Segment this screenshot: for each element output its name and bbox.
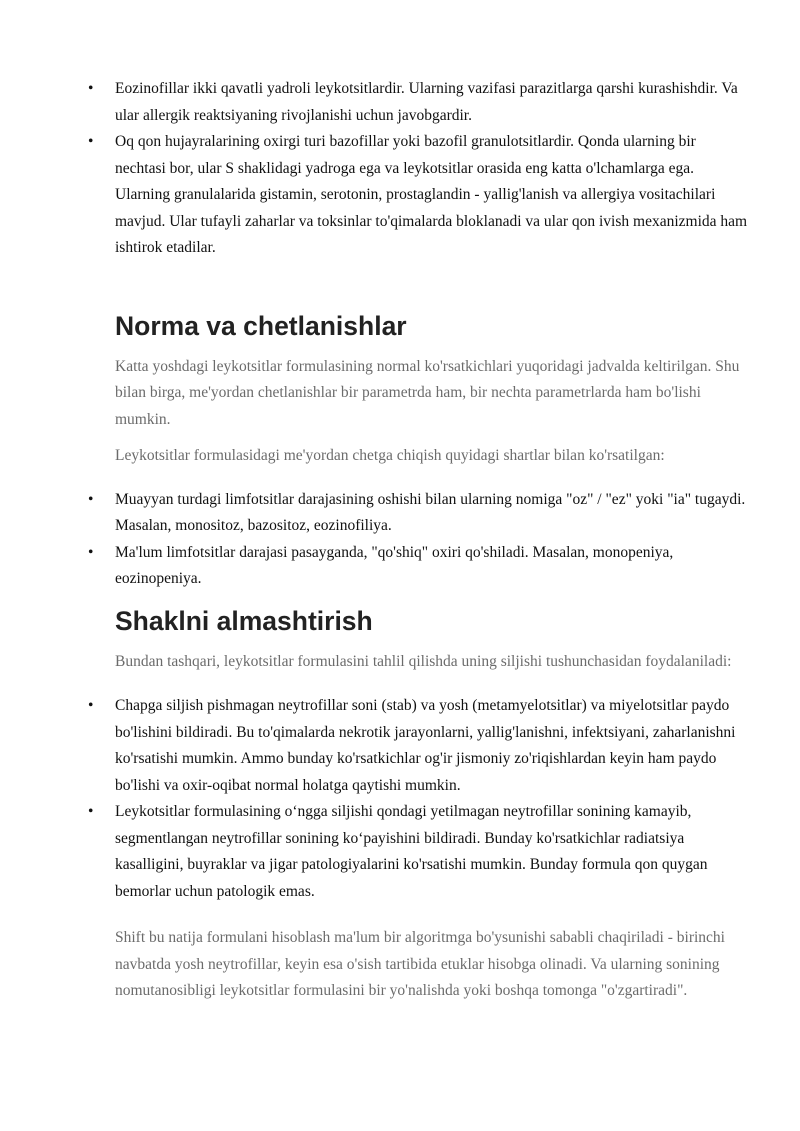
paragraph-norma-conditions: Leykotsitlar formulasidagi me'yordan chetga chiqish quyidagi shartlar bilan ko'rsatilgan: bbox=[115, 447, 665, 464]
list-item: • Eozinofillar ikki qavatli yadroli leykotsitlardir. Ularning vazifasi parazitlarga qarshi kurashishdir. Va ular allergik reaktsiyaning rivojlanishi uchun javobgardir. bbox=[88, 76, 750, 129]
section-heading-shift: Shaklni almashtirish bbox=[115, 605, 373, 636]
list-item: • Oq qon hujayralarining oxirgi turi bazofillar yoki bazofil granulotsitlardir. Qonda ularning bir nechtasi bor, ular S shaklidagi yadroga ega va leykotsitlar orasida eng katta o'lchamlarga ega. Ularning granulalarida gistamin, serotonin, prostaglandin - yallig'lanish va allergiya vositachilari mavjud. Ular tufayli zaharlar va toksinlar to'qimalarda bloklanadi va ular qon ivish mexanizmida ham ishtirok etadilar. bbox=[88, 129, 750, 262]
paragraph-norma-intro: Katta yoshdagi leykotsitlar formulasining normal ko'rsatkichlari yuqoridagi jadvalda keltirilgan. Shu bilan birga, me'yordan chetlanishlar bir parametrda ham, bir nechta parametrlarda ham bo'lishi mumkin. bbox=[115, 357, 740, 428]
paragraph-shift-intro: Bundan tashqari, leykotsitlar formulasini tahlil qilishda uning siljishi tushunchasidan foydalaniladi: bbox=[115, 652, 732, 670]
list-item: • Chapga siljish pishmagan neytrofillar soni (stab) va yosh (metamyelotsitlar) va miyelotsitlar paydo bo'lishini bildiradi. Bu to'qimalarda nekrotik jarayonlarni, yallig'lanishni, infektsiyani, zaharlanishni ko'rsatishi mumkin. Ammo bunday ko'rsatkichlar og'ir jismoniy zo'riqishlardan keyin ham paydo bo'lishi va oxir-oqibat normal holatga qaytishi mumkin. bbox=[88, 693, 750, 799]
list-item: • Ma'lum limfotsitlar darajasi pasayganda, "qo'shiq" oxiri qo'shiladi. Masalan, monopeniya, eozinopeniya. bbox=[88, 540, 750, 593]
section-heading-norma: Norma va chetlanishlar bbox=[115, 310, 407, 341]
intro-list bbox=[88, 76, 750, 262]
paragraph-shift-closing: Shift bu natija formulani hisoblash ma'lum bir algoritmga bo'ysunishi sababli chaqiriladi - birinchi navbatda yosh neytrofillar, keyin esa o'sish tartibida etuklar hisobga olinadi. Va ularning sonining nomutanosibligi leykotsitlar formulasini bir yo'nalishda yoki boshqa tomonga "o'zgartiradi". bbox=[115, 929, 725, 999]
list-item: • Leykotsitlar formulasining o‘ngga siljishi qondagi yetilmagan neytrofillar sonining kamayib, segmentlangan neytrofillar sonining ko‘payishini bildiradi. Bunday ko'rsatkichlar radiatsiya kasalligini, buyraklar va jigar patologiyalarini ko'rsatishi mumkin. Bunday formula qon quygan bemorlar uchun patologik emas. bbox=[88, 799, 750, 905]
list-item: • Muayyan turdagi limfotsitlar darajasining oshishi bilan ularning nomiga "oz" / "ez" yoki "ia" tugaydi. Masalan, monositoz, bazositoz, eozinofiliya. bbox=[88, 487, 750, 540]
norma-list bbox=[88, 487, 750, 593]
shift-list bbox=[88, 693, 750, 905]
